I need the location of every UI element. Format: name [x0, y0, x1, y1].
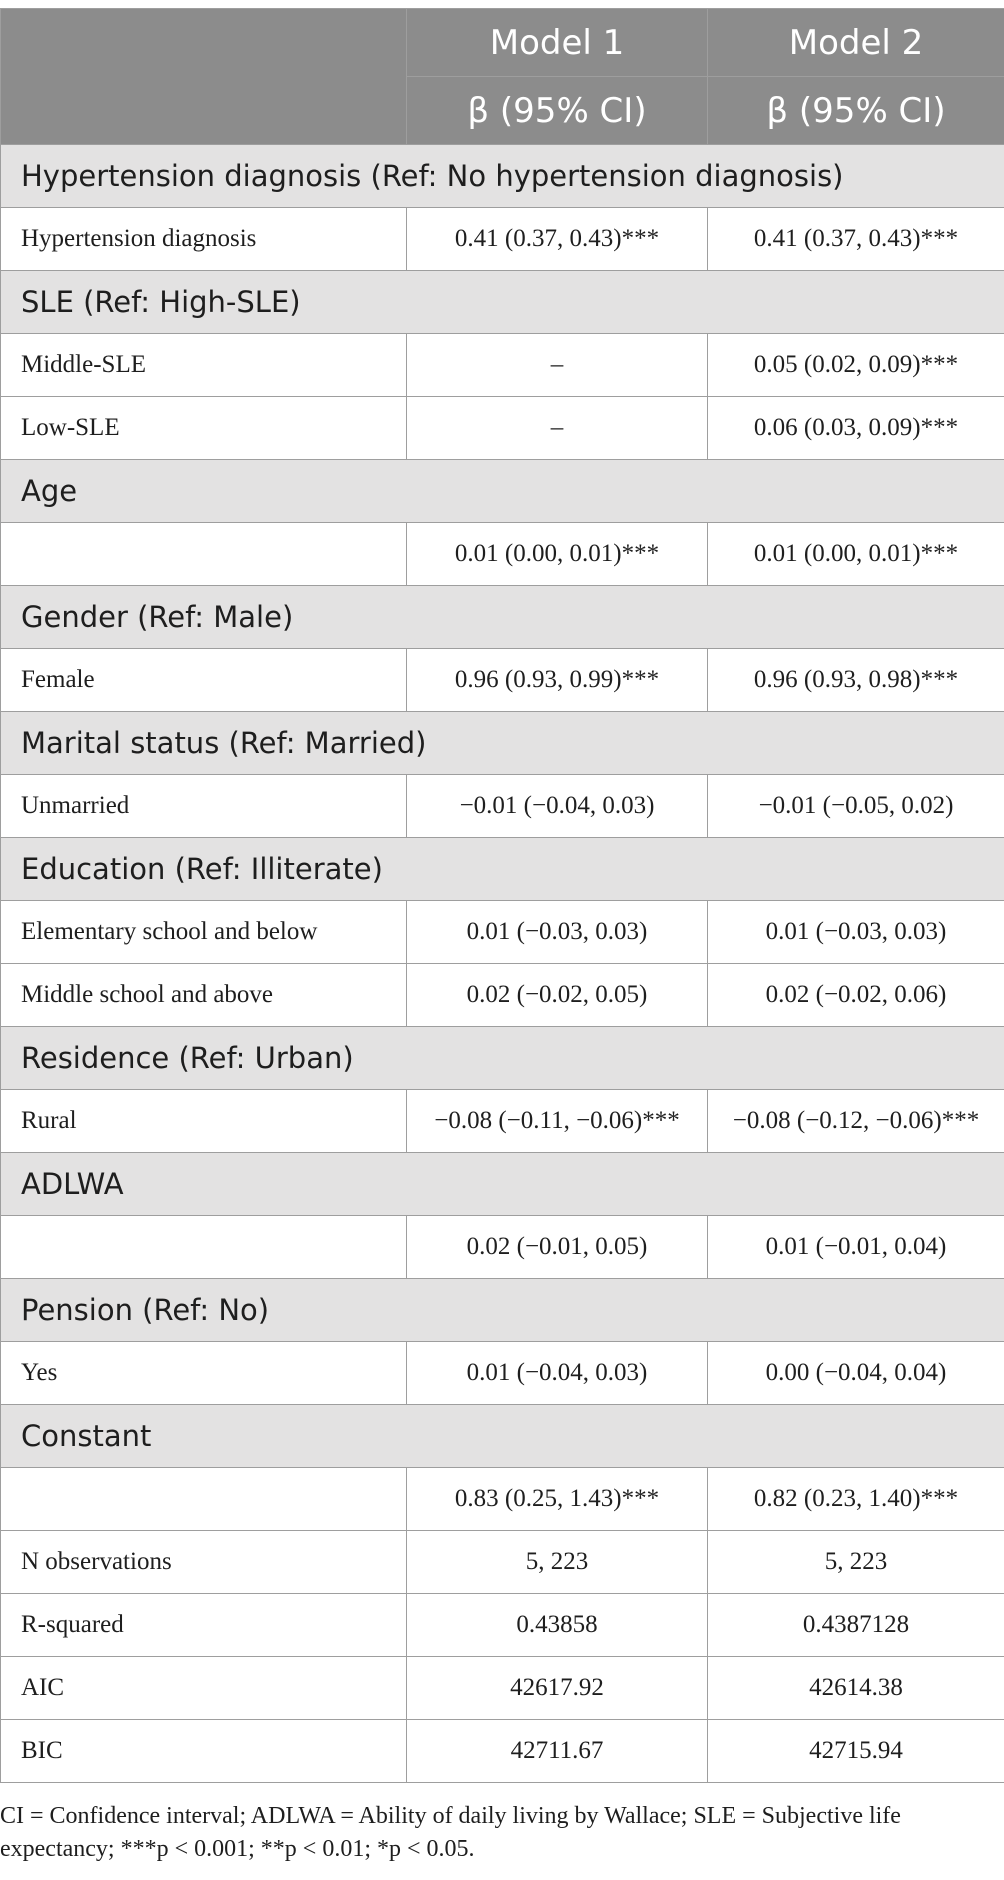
table-row	[1, 523, 1004, 586]
section-header-label: Age	[1, 460, 1004, 523]
regression-table	[0, 8, 1004, 1783]
section-header-row	[1, 1405, 1004, 1468]
table-row	[1, 964, 1004, 1027]
model1-value-cell: 0.01 (−0.03, 0.03)	[407, 901, 708, 964]
row-label-cell: Female	[1, 649, 407, 712]
section-header-row	[1, 1027, 1004, 1090]
model2-value-cell: 42715.94	[708, 1720, 1004, 1783]
model1-value-cell: –	[407, 397, 708, 460]
row-label-cell: Rural	[1, 1090, 407, 1153]
row-label-cell: Elementary school and below	[1, 901, 407, 964]
row-label-cell: AIC	[1, 1657, 407, 1720]
header-row-models	[1, 9, 1004, 77]
model2-value-cell: 0.06 (0.03, 0.09)***	[708, 397, 1004, 460]
table-row	[1, 775, 1004, 838]
section-header-row	[1, 1153, 1004, 1216]
model2-value-cell: −0.01 (−0.05, 0.02)	[708, 775, 1004, 838]
section-header-label: Residence (Ref: Urban)	[1, 1027, 1004, 1090]
row-label-cell: R-squared	[1, 1594, 407, 1657]
model2-value-cell: 0.01 (−0.03, 0.03)	[708, 901, 1004, 964]
table-row	[1, 1216, 1004, 1279]
model1-value-cell: 0.41 (0.37, 0.43)***	[407, 208, 708, 271]
model1-value-cell: –	[407, 334, 708, 397]
section-header-label: Education (Ref: Illiterate)	[1, 838, 1004, 901]
table-row	[1, 1342, 1004, 1405]
model2-value-cell: 0.82 (0.23, 1.40)***	[708, 1468, 1004, 1531]
model1-value-cell: 0.01 (0.00, 0.01)***	[407, 523, 708, 586]
section-header-label: SLE (Ref: High-SLE)	[1, 271, 1004, 334]
section-header-label: Gender (Ref: Male)	[1, 586, 1004, 649]
regression-table-container	[0, 8, 1004, 1783]
section-header-row	[1, 586, 1004, 649]
model1-value-cell: 0.96 (0.93, 0.99)***	[407, 649, 708, 712]
model2-value-cell: 0.05 (0.02, 0.09)***	[708, 334, 1004, 397]
row-label-cell: BIC	[1, 1720, 407, 1783]
model1-value-cell: −0.01 (−0.04, 0.03)	[407, 775, 708, 838]
table-row	[1, 1594, 1004, 1657]
model1-value-cell: 0.02 (−0.01, 0.05)	[407, 1216, 708, 1279]
row-label-cell: Middle school and above	[1, 964, 407, 1027]
model1-value-cell: 5, 223	[407, 1531, 708, 1594]
row-label-cell	[1, 523, 407, 586]
model1-value-cell: −0.08 (−0.11, −0.06)***	[407, 1090, 708, 1153]
row-label-cell: Low-SLE	[1, 397, 407, 460]
header-model1: Model 1	[407, 9, 708, 77]
row-label-cell: Hypertension diagnosis	[1, 208, 407, 271]
model2-value-cell: 0.96 (0.93, 0.98)***	[708, 649, 1004, 712]
model2-value-cell: 0.01 (0.00, 0.01)***	[708, 523, 1004, 586]
model2-value-cell: 5, 223	[708, 1531, 1004, 1594]
row-label-cell: Yes	[1, 1342, 407, 1405]
model1-value-cell: 0.02 (−0.02, 0.05)	[407, 964, 708, 1027]
header-stat1: β (95% CI)	[407, 77, 708, 145]
section-header-row	[1, 838, 1004, 901]
section-header-row	[1, 712, 1004, 775]
model2-value-cell: 0.01 (−0.01, 0.04)	[708, 1216, 1004, 1279]
row-label-cell	[1, 1216, 407, 1279]
row-label-cell: N observations	[1, 1531, 407, 1594]
table-row	[1, 1720, 1004, 1783]
model1-value-cell: 42711.67	[407, 1720, 708, 1783]
model1-value-cell: 0.01 (−0.04, 0.03)	[407, 1342, 708, 1405]
table-row	[1, 649, 1004, 712]
section-header-label: Marital status (Ref: Married)	[1, 712, 1004, 775]
model2-value-cell: 0.02 (−0.02, 0.06)	[708, 964, 1004, 1027]
section-header-row	[1, 1279, 1004, 1342]
header-stat2: β (95% CI)	[708, 77, 1004, 145]
section-header-row	[1, 145, 1004, 208]
model1-value-cell: 42617.92	[407, 1657, 708, 1720]
section-header-label: ADLWA	[1, 1153, 1004, 1216]
model1-value-cell: 0.83 (0.25, 1.43)***	[407, 1468, 708, 1531]
model1-value-cell: 0.43858	[407, 1594, 708, 1657]
table-row	[1, 208, 1004, 271]
section-header-label: Pension (Ref: No)	[1, 1279, 1004, 1342]
table-row	[1, 1090, 1004, 1153]
table-body	[1, 145, 1004, 1783]
section-header-label: Constant	[1, 1405, 1004, 1468]
row-label-cell	[1, 1468, 407, 1531]
section-header-row	[1, 271, 1004, 334]
header-model2: Model 2	[708, 9, 1004, 77]
table-row	[1, 901, 1004, 964]
table-footnote: CI = Confidence interval; ADLWA = Ability of daily living by Wallace; SLE = Subjective life expectancy; ***p < 0.001; **p < 0.01; *p < 0.05.	[0, 1803, 901, 1862]
model2-value-cell: 42614.38	[708, 1657, 1004, 1720]
section-header-row	[1, 460, 1004, 523]
model2-value-cell: 0.41 (0.37, 0.43)***	[708, 208, 1004, 271]
model2-value-cell: 0.4387128	[708, 1594, 1004, 1657]
model2-value-cell: 0.00 (−0.04, 0.04)	[708, 1342, 1004, 1405]
row-label-cell: Middle-SLE	[1, 334, 407, 397]
table-row	[1, 397, 1004, 460]
header-blank-cell	[1, 9, 407, 145]
table-row	[1, 1657, 1004, 1720]
section-header-label: Hypertension diagnosis (Ref: No hypertension diagnosis)	[1, 145, 1004, 208]
table-row	[1, 1468, 1004, 1531]
row-label-cell: Unmarried	[1, 775, 407, 838]
model2-value-cell: −0.08 (−0.12, −0.06)***	[708, 1090, 1004, 1153]
table-row	[1, 1531, 1004, 1594]
table-row	[1, 334, 1004, 397]
